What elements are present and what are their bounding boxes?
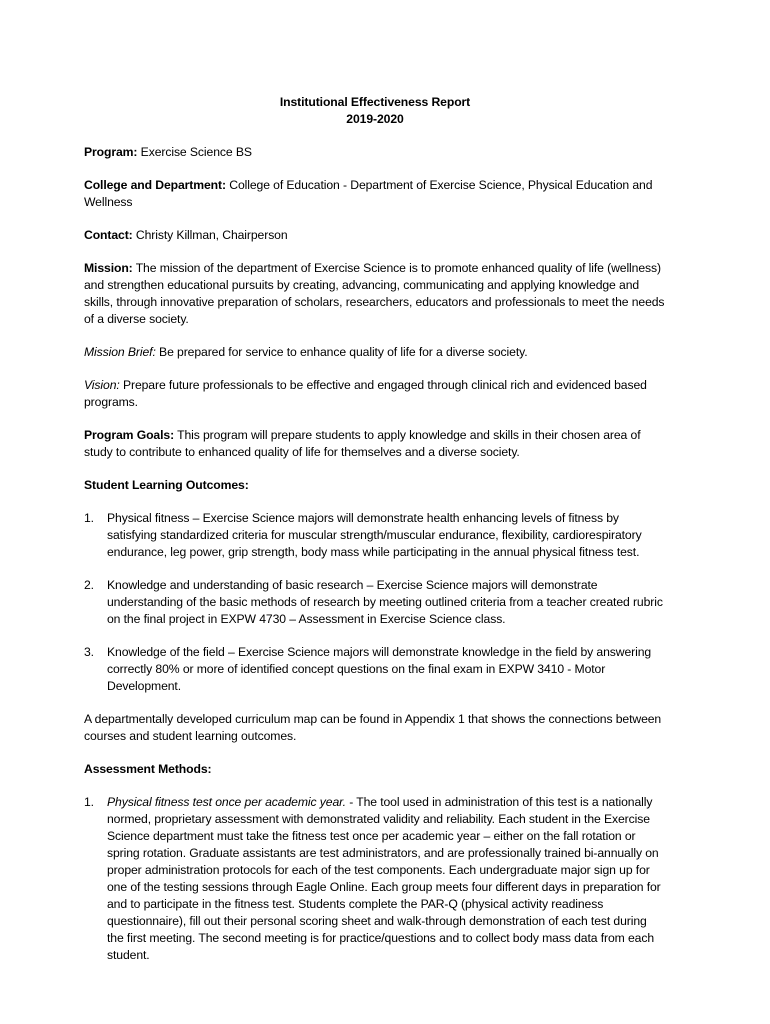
slo-item bbox=[84, 577, 666, 628]
slo-item-text: Knowledge of the field – Exercise Science majors will demonstrate knowledge in the field by answering correctly 80% or more of identified concept questions on the final exam in EXPW 3410 - Motor Development. bbox=[107, 645, 652, 693]
curriculum-note: A departmentally developed curriculum map can be found in Appendix 1 that shows the connections between courses and student learning outcomes. bbox=[84, 712, 662, 743]
assessment-item-title: Physical fitness test once per academic year. bbox=[107, 795, 346, 809]
contact-line bbox=[84, 227, 666, 244]
program-label: Program: bbox=[84, 145, 138, 159]
assessment-heading bbox=[84, 761, 666, 778]
report-year: 2019-2020 bbox=[346, 112, 404, 126]
vision-paragraph bbox=[84, 377, 666, 411]
slo-item-text: Knowledge and understanding of basic research – Exercise Science majors will demonstrate understanding of the basic methods of research by meeting outlined criteria from a teacher created rubric on the final project in EXPW 4730 – Assessment in Exercise Science class. bbox=[107, 578, 663, 626]
college-label: College and Department: bbox=[84, 178, 226, 192]
slo-item bbox=[84, 510, 666, 561]
mission-brief-paragraph bbox=[84, 344, 666, 361]
mission-brief-value: Be prepared for service to enhance quality of life for a diverse society. bbox=[155, 345, 528, 359]
slo-item bbox=[84, 644, 666, 695]
slo-item-number: 1. bbox=[84, 511, 94, 525]
slo-heading bbox=[84, 477, 666, 494]
document-body bbox=[84, 94, 666, 980]
mission-paragraph bbox=[84, 260, 666, 328]
college-line bbox=[84, 177, 666, 211]
report-title: Institutional Effectiveness Report bbox=[279, 95, 471, 109]
assessment-item-text: - The tool used in administration of this test is a nationally normed, proprietary assessment with demonstrated validity and reliability. Each student in the Exercise Science department must take the fitness test once per academic year – either on the fall rotation or spring rotation. Graduate assistants are test administrators, and are professionally trained bi-annually on proper administration protocols for each of the test components. Each undergraduate major sign up for one of the testing sessions through Eagle Online. Each group meets four different days in preparation for and to participate in the fitness test. Students complete the PAR-Q (physical activity readiness questionnaire), fill out their personal scoring sheet and walk-through demonstration of each test during the first meeting. The second meeting is for practice/questions and to collect body mass data from each student. bbox=[107, 795, 661, 962]
slo-item-text: Physical fitness – Exercise Science majors will demonstrate health enhancing levels of fitness by satisfying standardized criteria for muscular strength/muscular endurance, flexibility, cardiorespiratory endurance, leg power, grip strength, body mass while participating in the annual physical fitness test. bbox=[107, 511, 642, 559]
vision-label: Vision: bbox=[84, 378, 120, 392]
slo-item-number: 2. bbox=[84, 578, 94, 592]
program-value: Exercise Science BS bbox=[137, 145, 252, 159]
slo-item-number: 3. bbox=[84, 645, 94, 659]
mission-label: Mission: bbox=[84, 261, 133, 275]
slo-list bbox=[84, 510, 666, 695]
mission-value: The mission of the department of Exercise Science is to promote enhanced quality of life (wellness) and strengthen educational pursuits by creating, advancing, communicating and applying knowledge and skills, through innovative preparation of scholars, researchers, educators and professionals to meet the needs of a diverse society. bbox=[84, 261, 665, 326]
assessment-heading-text: Assessment Methods: bbox=[84, 762, 212, 776]
mission-brief-label: Mission Brief: bbox=[84, 345, 156, 359]
slo-heading-text: Student Learning Outcomes: bbox=[84, 478, 249, 492]
contact-value: Christy Killman, Chairperson bbox=[132, 228, 288, 242]
contact-label: Contact: bbox=[84, 228, 133, 242]
assessment-item-number: 1. bbox=[84, 795, 94, 809]
assessment-item bbox=[84, 794, 666, 964]
vision-value: Prepare future professionals to be effective and engaged through clinical rich and evidenced based programs. bbox=[84, 378, 647, 409]
program-line bbox=[84, 144, 666, 161]
assessment-list bbox=[84, 794, 666, 964]
program-goals-label: Program Goals: bbox=[84, 428, 175, 442]
college-value: College of Education - Department of Exercise Science, Physical Education and Wellness bbox=[84, 178, 653, 209]
program-goals-paragraph bbox=[84, 427, 666, 461]
program-goals-value: This program will prepare students to apply knowledge and skills in their chosen area of study to contribute to enhanced quality of life for themselves and a diverse society. bbox=[84, 428, 641, 459]
